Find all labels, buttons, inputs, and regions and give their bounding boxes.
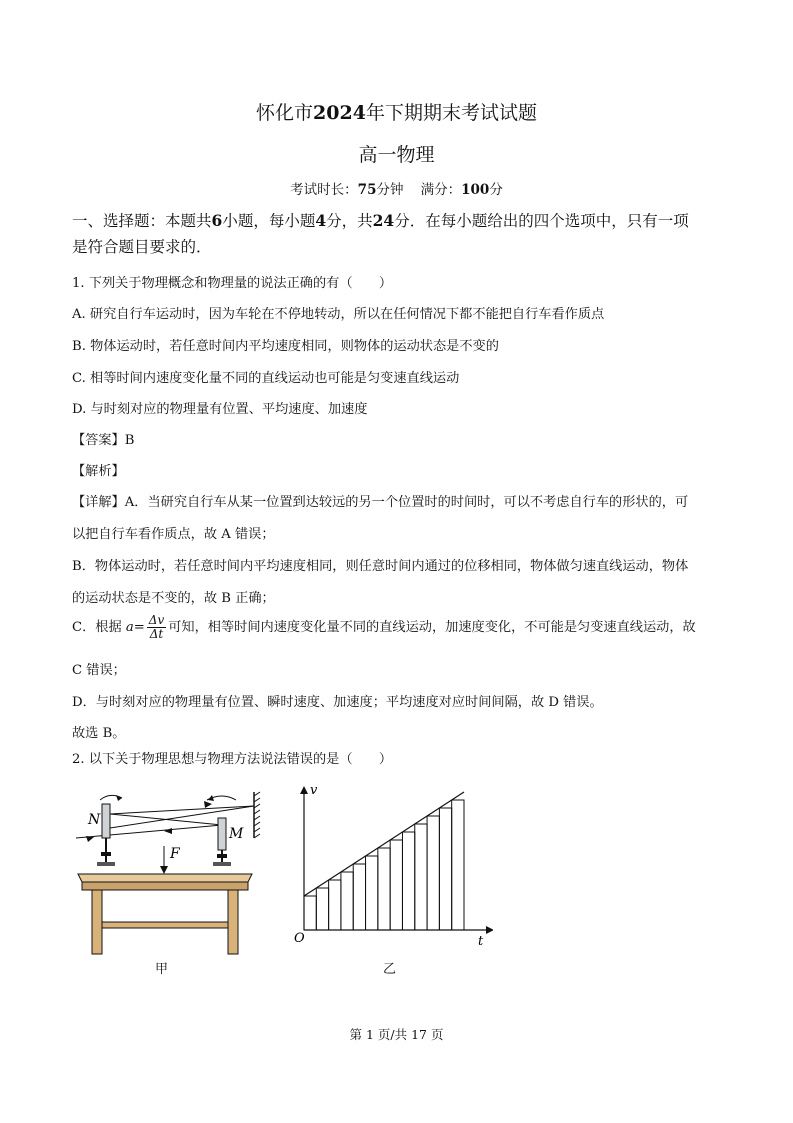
score-label: 满分： (420, 182, 462, 198)
q1-detail-d: D．与时刻对应的物理量有位置、瞬时速度、加速度；平均速度对应时间间隔，故 D 错误。 (72, 695, 603, 710)
formula-fraction: $\frac{\Delta v}{\Delta t}$ (148, 613, 165, 641)
step-rectangle (316, 888, 328, 930)
q1-stem: 1. 下列关于物理概念和物理量的说法正确的有（ ） (72, 276, 393, 291)
section-instructions (72, 208, 722, 260)
step-rectangle (353, 864, 365, 930)
answer-value: B (124, 433, 135, 448)
step-rectangle (390, 840, 402, 930)
origin-label: O (294, 931, 305, 946)
step-rectangles (304, 800, 464, 930)
answer-tag: 【答案】 (72, 433, 125, 448)
step-rectangle (341, 872, 353, 930)
section-line-2: 是符合题目要求的． (72, 238, 212, 256)
label-n: N (88, 812, 101, 828)
vt-line (304, 792, 464, 896)
axis-label-v: v (310, 783, 318, 798)
formula-lhs: a (125, 620, 134, 635)
q1-detail-b-line2: 的运动状态是不变的，故 B 正确； (72, 591, 275, 606)
step-rectangle (329, 880, 341, 930)
label-f: F (170, 846, 180, 862)
score-unit: 分 (489, 182, 503, 198)
detail-tag: 【详解】 (72, 495, 125, 510)
duration-unit: 分钟 (376, 182, 404, 198)
step-rectangle (366, 856, 378, 930)
q1-detail-c-line1: C．根据 a= $\frac{\Delta v}{\Delta t}$ 可知，相等时间内速度变化量不同的直线运动，加速度变化，不可能是匀变速直线运动，故 (72, 613, 696, 641)
q1-analysis-tag: 【解析】 (72, 464, 125, 479)
q1-answer (72, 429, 732, 448)
duration-label: 考试时长： (290, 182, 358, 198)
step-rectangle (439, 808, 451, 930)
figure-yi-caption: 乙 (383, 962, 397, 977)
figure-jia-table-mirrors (72, 790, 267, 960)
title-exam: 年下期期末考试试题 (365, 102, 537, 124)
exam-meta (0, 178, 793, 198)
q2-stem: 2. 以下关于物理思想与物理方法说法错误的是（ ） (72, 752, 393, 767)
step-rectangle (402, 832, 414, 930)
label-m: M (229, 826, 244, 842)
q1-detail-a-line1: 【详解】A．当研究自行车从某一位置到达较远的另一个位置时的时间时，可以不考虑自行车的形状的，可 (72, 495, 689, 510)
score-value: 100 (461, 182, 490, 198)
step-rectangle (452, 800, 464, 930)
q1-option-b: B. 物体运动时，若任意时间内平均速度相同，则物体的运动状态是不变的 (72, 339, 499, 354)
page-title (0, 98, 793, 125)
step-rectangle (415, 824, 427, 930)
duration-value: 75 (357, 182, 377, 198)
axis-label-t: t (478, 934, 484, 949)
q1-option-d: D. 与时刻对应的物理量有位置、平均速度、加速度 (72, 402, 368, 417)
step-rectangle (304, 896, 316, 930)
step-rectangle (378, 848, 390, 930)
q1-option-c: C. 相等时间内速度变化量不同的直线运动也可能是匀变速直线运动 (72, 371, 460, 386)
figure-yi-vt-graph (288, 780, 493, 970)
page-number: 第 1 页/共 17 页 (349, 1027, 444, 1042)
q1-detail-b-line1: B．物体运动时，若任意时间内平均速度相同，则任意时间内通过的位移相同，物体做匀速直线运动，物体 (72, 559, 689, 574)
section-line-1: 一、选择题：本题共6小题，每小题4分，共24分．在每小题给出的四个选项中，只有一项 (72, 211, 689, 230)
q1-conclusion: 故选 B。 (72, 726, 126, 741)
figure-jia-caption: 甲 (155, 962, 169, 977)
q1-detail-a-line2: 以把自行车看作质点，故 A 错误； (72, 527, 275, 542)
page-subtitle: 高一物理 (358, 144, 435, 166)
q1-option-a: A. 研究自行车运动时，因为车轮在不停地转动，所以在任何情况下都不能把自行车看作质点 (72, 307, 605, 322)
step-rectangle (427, 816, 439, 930)
q1-detail-c-line2: C 错误； (72, 663, 126, 678)
title-city: 怀化市 (256, 102, 314, 124)
title-year: 2024 (313, 102, 366, 124)
